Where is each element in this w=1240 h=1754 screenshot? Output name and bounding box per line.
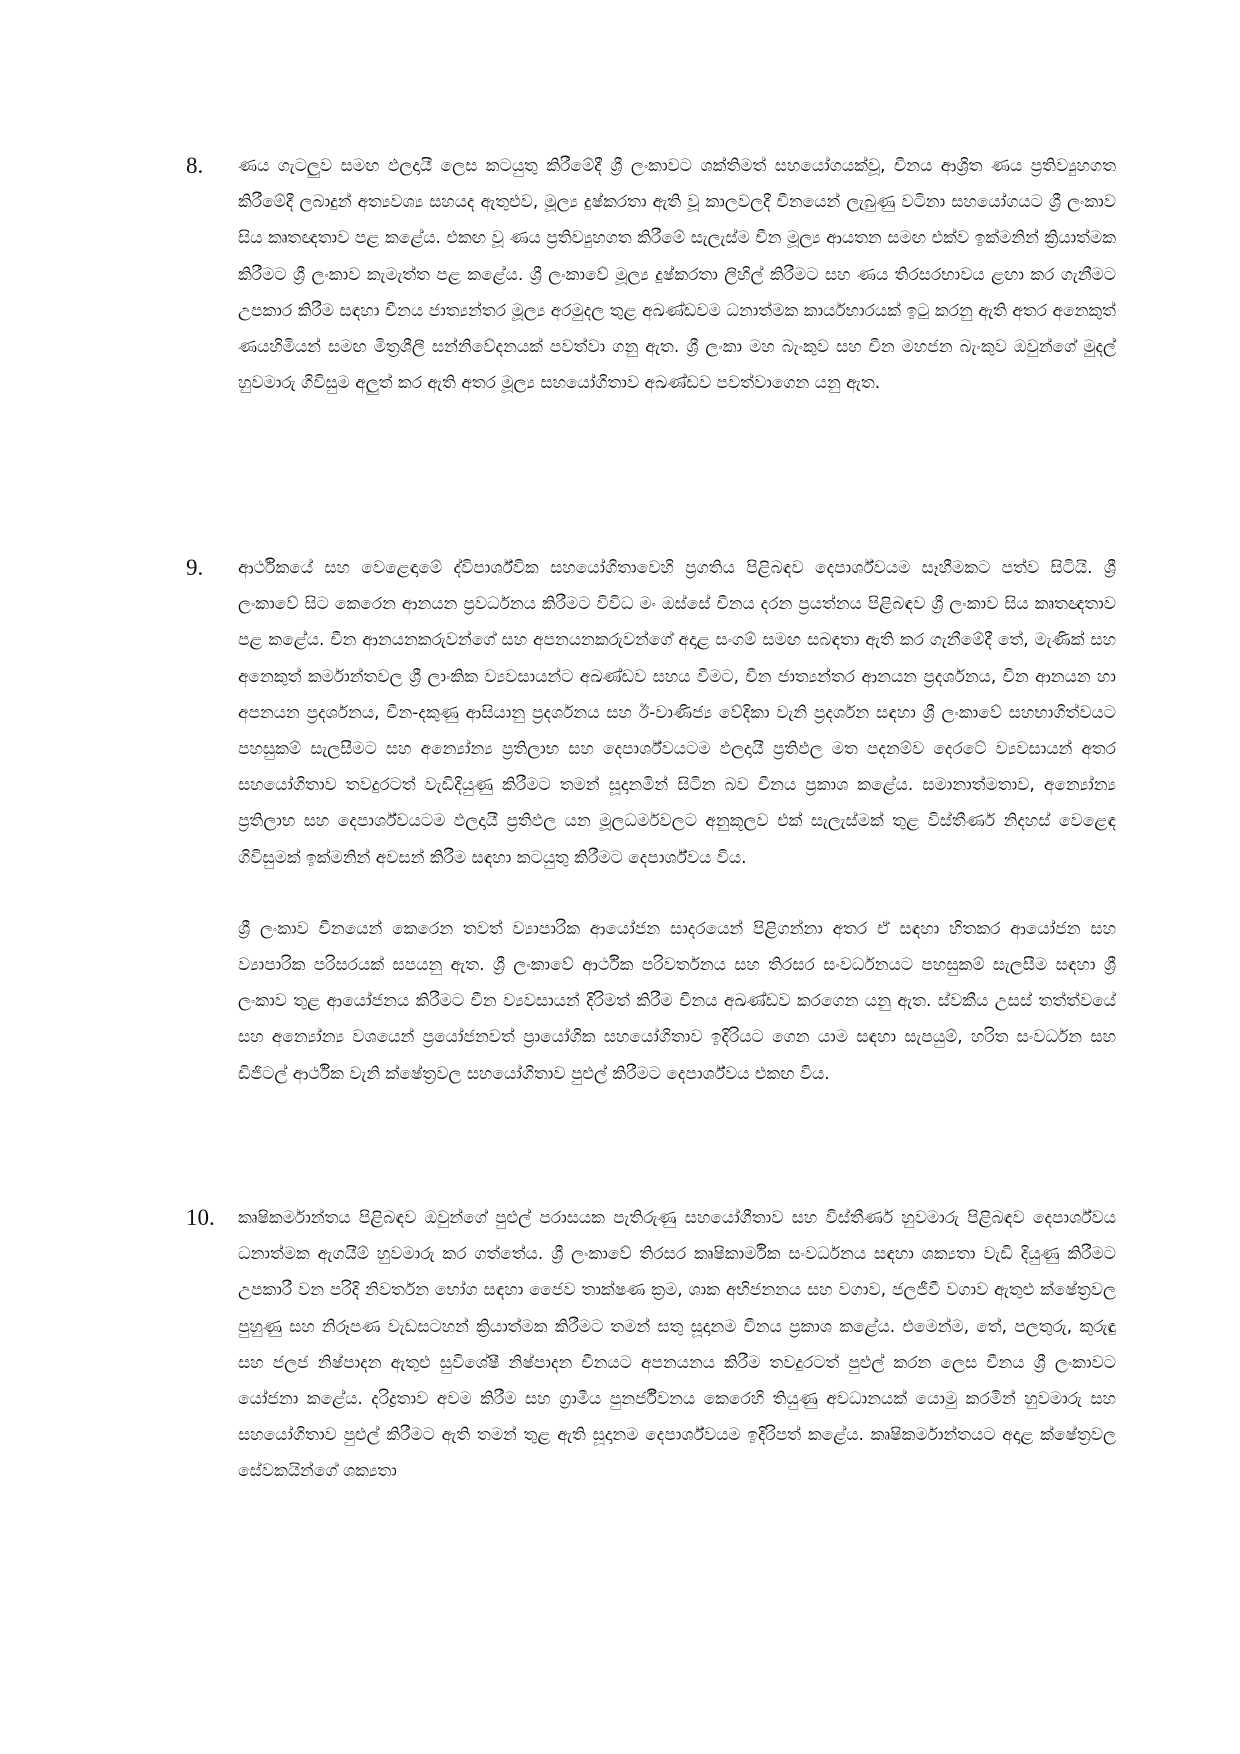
paragraph: කෘෂිකර්මාන්තය පිළිබඳව ඔවුන්ගේ පුළුල් පරාසයක පැතිරුණු සහයෝගීතාව සහ විස්තීර්ණ හුවමාරු පිළිබඳව දෙපාර්ශ්වය ධනාත්මක ඇගයීම් හුවමාරු කර ගත්තේය. ශ්‍රී ලංකාවේ තිරසර කෘෂිකාර්මික සංවර්ධනය සඳහා ශක්‍යතා වැඩි දියුණු කිරීමට උපකාරී වන පරිදි නිවර්තන භෝග සඳහා ජෛව තාක්ෂණ ක්‍රම, ශාක අභිජනනය සහ වගාව, ජලජීවී වගාව ඇතුළු ක්ෂේත්‍රවල පුහුණු සහ නිරූපණ වැඩසටහන් ක්‍රියාත්මක කිරීමට තමන් සතු සූදානම චීනය ප්‍රකාශ කළේය. එමෙන්ම, තේ, පලතුරු, කුරුඳු සහ ජලජ නිෂ්පාදන ඇතුළු සුවිශේෂී නිෂ්පාදන චීනයට අපනයනය කිරීම තවදුරටත් පුළුල් කරන ලෙස චීනය ශ්‍රී ලංකාවට යෝජනා කළේය. දරිද්‍රතාව අවම කිරීම සහ ග්‍රාමීය පුනර්ජීවනය කෙරෙහි තියුණු අවධානයක් යොමු කරමින් හුවමාරු සහ සහයෝගිතාව පුළුල් කිරීමට ඇති තමන් තුළ ඇති සූදානම දෙපාර්ශ්වයම ඉදිරිපත් කළේය. කෘෂිකර්මාන්තයට අදාළ ක්ෂේත්‍රවල සේවකයින්ගේ ශක්‍යතා [238, 1208, 1116, 1482]
paragraph: ශ්‍රී ලංකාව චීනයෙන් කෙරෙන තවත් ව්‍යාපාරික ආයෝජන සාදරයෙන් පිළිගන්නා අතර ඒ සඳහා හිතකර ආයෝජන සහ ව්‍යාපාරික පරිසරයක් සපයනු ඇත. ශ්‍රී ලංකාවේ ආර්ථික පරිවර්තනය සහ තිරසර සංවර්ධනයට පහසුකම් සැලසීම සඳහා ශ්‍රී ලංකාව තුළ ආයෝජනය කිරීමට චීන ව්‍යවසායන් දිරිමත් කිරීම චීනය අඛණ්ඩව කරගෙන යනු ඇත. ස්වකීය උසස් තත්ත්වයේ සහ අන්‍යෝන්‍ය වශයෙන් ප්‍රයෝජනවත් ප්‍රායෝගික සහයෝගිතාව ඉදිරියට ගෙන යාම සඳහා සැපයුම්, හරිත සංවර්ධන සහ ඩිජිටල් ආර්ථික වැනි ක්ෂේත්‍රවල සහයෝගිතාව පුළුල් කිරීමට දෙපාර්ශ්වය එකඟ විය. [238, 918, 1116, 1084]
item-number: 8. [186, 153, 204, 178]
item-number: 10. [186, 1205, 215, 1230]
numbered-item-10 [186, 1200, 1116, 1490]
numbered-item-9 [186, 550, 1116, 1092]
item-body [238, 1200, 1116, 1490]
item-number: 9. [186, 555, 204, 580]
paragraph: ආර්ථිකයේ සහ වෙළෙඳාමේ ද්විපාර්ශ්වික සහයෝගිතාවෙහි ප්‍රගතිය පිළිබඳව දෙපාර්ශ්වයම සෑහීමකට පත්ව සිටියි. ශ්‍රී ලංකාවේ සිට කෙරෙන ආනයන ප්‍රවර්ධනය කිරීමට විවිධ මං ඔස්සේ චීනය දරන ප්‍රයත්නය පිළිබඳව ශ්‍රී ලංකාව සිය කෘතඥතාව පළ කළේය. චීන ආනයනකරුවන්ගේ සහ අපනයනකරුවන්ගේ අදාළ සංගම් සමඟ සබඳතා ඇති කර ගැනීමේදී තේ, මැණික් සහ අනෙකුත් කර්මාන්තවල ශ්‍රී ලාංකික ව්‍යවසායන්ට අඛණ්ඩව සහය වීමට, චීන ජාත්‍යන්තර ආනයන ප්‍රදර්ශනය, චීන ආනයන හා අපනයන ප්‍රදර්ශනය, චීන-දකුණු ආසියානු ප්‍රදර්ශනය සහ ඊ-වාණිජ්‍ය වේදිකා වැනි ප්‍රදර්ශන සඳහා ශ්‍රී ලංකාවේ සහභාගිත්වයට පහසුකම් සැලසීමට සහ අන්‍යෝන්‍ය ප්‍රතිලාභ සහ දෙපාර්ශ්වයටම ඵලදායී ප්‍රතිඵල මත පදනම්ව දෙරටේ ව්‍යවසායන් අතර සහයෝගිතාව තවදුරටත් වැඩිදියුණු කිරීමට තමන් සූදානමින් සිටින බව චීනය ප්‍රකාශ කළේය. සමානාත්මතාව, අන්‍යෝන්‍ය ප්‍රතිලාභ සහ දෙපාර්ශ්වයටම ඵලදායී ප්‍රතිඵල යන මූලධර්මවලට අනුකූලව එක් සැලැස්මක් තුළ විස්තීර්ණ නිදහස් වෙළෙඳ ගිවිසුමක් ඉක්මනින් අවසන් කිරීම සඳහා කටයුතු කිරීමට දෙපාර්ශ්වය විය. [238, 558, 1116, 868]
paragraph: ණය ගැටලුව සමඟ ඵලදායී ලෙස කටයුතු කිරීමේදී ශ්‍රී ලංකාවට ශක්තිමත් සහයෝගයක්වූ, චීනය ආශ්‍රිත ණය ප්‍රතිව්‍යුහගත කිරීමේදී ලබාදුන් අත්‍යවශ්‍ය සහයද ඇතුළුව, මූල්‍ය දුෂ්කරතා ඇති වූ කාලවලදී චීනයෙන් ලැබුණු වටිනා සහයෝගයට ශ්‍රී ලංකාව සිය කෘතඥතාව පළ කළේය. එකඟ වූ ණය ප්‍රතිව්‍යුහගත කිරීමේ සැලැස්ම චීන මූල්‍ය ආයතන සමඟ එක්ව ඉක්මනින් ක්‍රියාත්මක කිරීමට ශ්‍රී ලංකාව කැමැත්ත පළ කළේය. ශ්‍රී ලංකාවේ මූල්‍ය දුෂ්කරතා ලිහිල් කිරීමට සහ ණය තිරසරභාවය ළඟා කර ගැනීමට උපකාර කිරීම සඳහා චීනය ජාත්‍යන්තර මූල්‍ය අරමුදල තුළ අඛණ්ඩවම ධනාත්මක කාර්යභාරයක් ඉටු කරනු ඇති අතර අනෙකුත් ණයහිමියන් සමඟ මිත්‍රශීලී සන්නිවේදනයක් පවත්වා ගනු ඇත. ශ්‍රී ලංකා මහ බැංකුව සහ චීන මහජන බැංකුව ඔවුන්ගේ මුදල් හුවමාරු ගිවිසුම අලුත් කර ඇති අතර මූල්‍ය සහයෝගිතාව අඛණ්ඩව පවත්වාගෙන යනු ඇත. [238, 156, 1116, 394]
item-body [238, 148, 1116, 401]
numbered-item-8 [186, 148, 1116, 401]
item-body [238, 550, 1116, 1092]
